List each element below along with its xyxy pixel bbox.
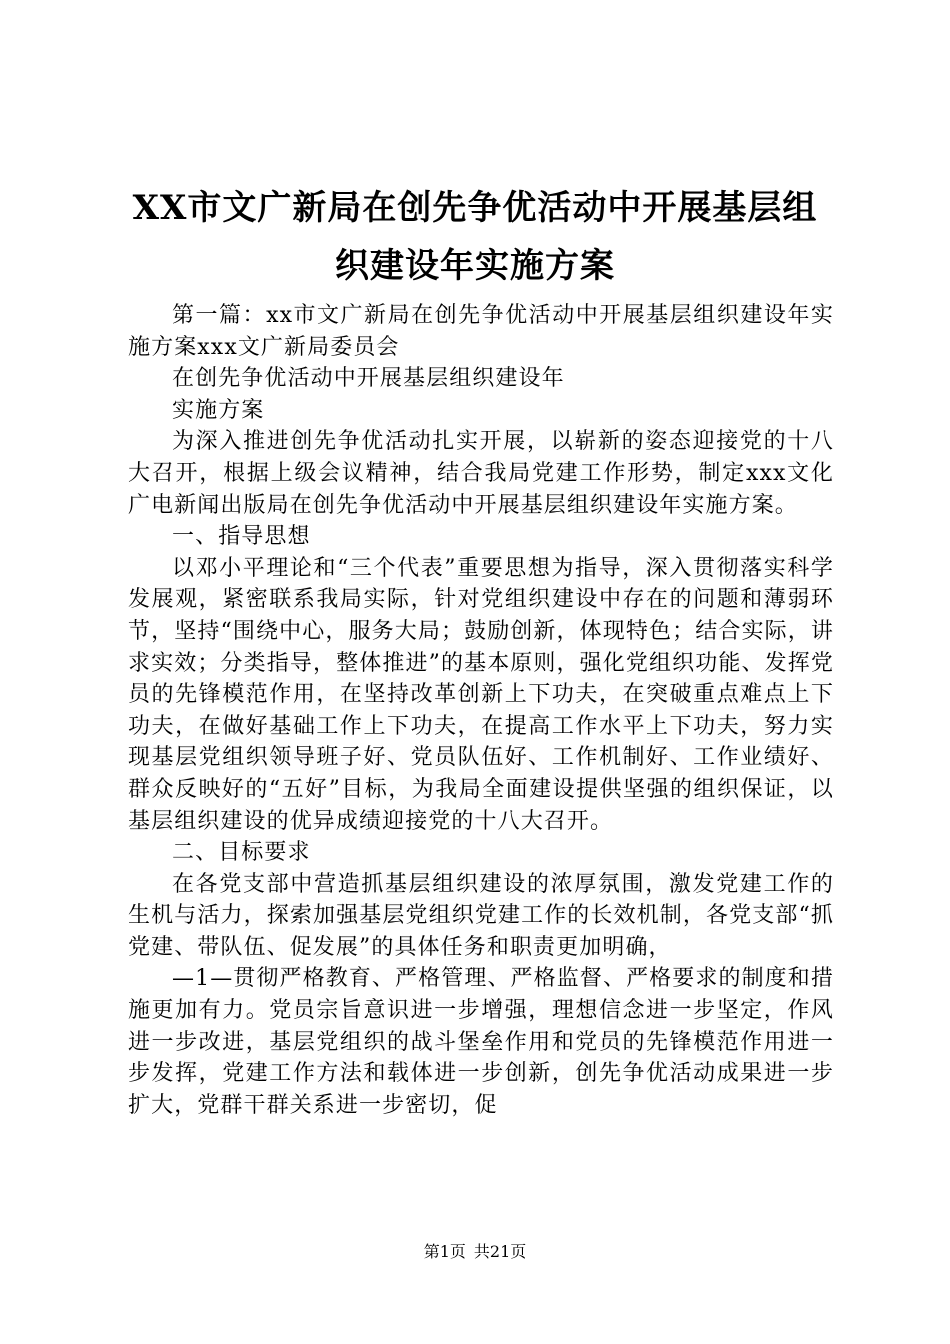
paragraph-goals-continued: —1—贯彻严格教育、严格管理、严格监督、严格要求的制度和措施更加有力。党员宗旨意识进一步增强，理想信念进一步坚定，作风进一步改进，基层党组织的战斗堡垒作用和党员的先锋模范作用进一步发挥，党建工作方法和载体进一步创新，创先争优活动成果进一步扩大，党群干群关系进一步密切，促 — [128, 966, 834, 1118]
paragraph-subtitle-2: 实施方案 — [172, 397, 265, 423]
paragraph-purpose: 为深入推进创先争优活动扎实开展，以崭新的姿态迎接党的十八大召开，根据上级会议精神，结合我局党建工作形势，制定xxx文化广电新闻出版局在创先争优活动中开展基层组织建设年实施方案。 — [128, 429, 834, 518]
page-total: 共21页 — [473, 1242, 527, 1261]
section-heading-guiding-ideology: 一、指导思想 — [172, 524, 311, 550]
document-title-line-2: 织建设年实施方案 — [335, 246, 615, 286]
paragraph-intro: 第一篇：xx市文广新局在创先争优活动中开展基层组织建设年实施方案xxx文广新局委员会 — [128, 303, 834, 360]
paragraph-subtitle: 在创先争优活动中开展基层组织建设年 — [172, 366, 565, 392]
page-number: 第1页 — [423, 1242, 466, 1261]
page-footer — [0, 1242, 950, 1262]
section-heading-goals: 二、目标要求 — [172, 840, 311, 866]
document-title-line-1: XX市文广新局在创先争优活动中开展基层组 — [132, 188, 818, 228]
paragraph-goals: 在各党支部中营造抓基层组织建设的浓厚氛围，激发党建工作的生机与活力，探索加强基层党组织党建工作的长效机制，各党支部“抓党建、带队伍、促发展”的具体任务和职责更加明确， — [128, 871, 834, 960]
document-body — [128, 300, 834, 1121]
paragraph-guiding-ideology: 以邓小平理论和“三个代表”重要思想为指导，深入贯彻落实科学发展观，紧密联系我局实际，针对党组织建设中存在的问题和薄弱环节，坚持“围绕中心，服务大局；鼓励创新，体现特色；结合实际，讲求实效；分类指导，整体推进”的基本原则，强化党组织功能、发挥党员的先锋模范作用，在坚持改革创新上下功夫，在突破重点难点上下功夫，在做好基础工作上下功夫，在提高工作水平上下功夫，努力实现基层党组织领导班子好、党员队伍好、工作机制好、工作业绩好、群众反映好的“五好”目标，为我局全面建设提供坚强的组织保证，以基层组织建设的优异成绩迎接党的十八大召开。 — [128, 555, 834, 834]
